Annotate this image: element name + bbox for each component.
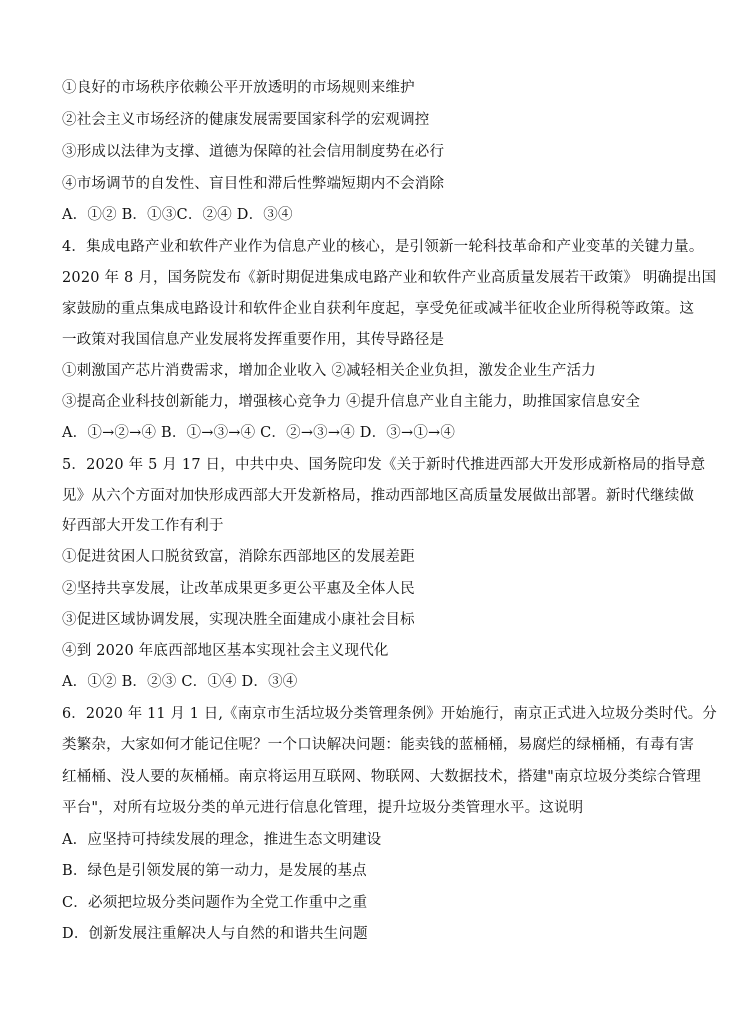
answer-option-c: C．必须把垃圾分类问题作为全党工作重中之重 <box>62 895 368 911</box>
question-4-text: 2020 年 8 月，国务院发布《新时期促进集成电路产业和软件产业高质量发展若干政策》 明确提出国 <box>62 270 717 286</box>
answer-option-b: B．绿色是引领发展的第一动力，是发展的基点 <box>62 863 367 879</box>
question-5-options: ③促进区域协调发展，实现决胜全面建成小康社会目标 <box>62 612 415 628</box>
question-5-text: 见》从六个方面对加快形成西部大开发新格局，推动西部地区高质量发展做出部署。新时代继续做 <box>62 488 695 504</box>
question-6-text: 红桶桶、没人要的灰桶桶。南京将运用互联网、物联网、大数据技术，搭建"南京垃圾分类综合管理 <box>62 769 701 785</box>
option-line-4: ④市场调节的自发性、盲目性和滞后性弊端短期内不会消除 <box>62 176 445 192</box>
question-6-text: 平台"，对所有垃圾分类的单元进行信息化管理，提升垃圾分类管理水平。这说明 <box>62 800 584 816</box>
answer-option-a: A．应坚持可持续发展的理念，推进生态文明建设 <box>62 832 382 848</box>
answer-choices-3: A．①② B．①③C．②④ D．③④ <box>62 207 293 223</box>
question-5-text: 5．2020 年 5 月 17 日，中共中央、国务院印发《关于新时代推进西部大开发形成新格局的指导意 <box>62 457 706 473</box>
question-5-options: ④到 2020 年底西部地区基本实现社会主义现代化 <box>62 643 389 659</box>
question-5-options: ①促进贫困人口脱贫致富，消除东西部地区的发展差距 <box>62 549 415 565</box>
answer-choices-4: A．①→②→④ B．①→③→④ C．②→③→④ D．③→①→④ <box>62 425 456 441</box>
answer-choices-5: A．①② B．②③ C．①④ D．③④ <box>62 674 298 690</box>
answer-option-d: D．创新发展注重解决人与自然的和谐共生问题 <box>62 926 368 942</box>
option-line-1: ①良好的市场秩序依赖公平开放透明的市场规则来维护 <box>62 80 415 96</box>
option-line-3: ③形成以法律为支撑、道德为保障的社会信用制度势在必行 <box>62 144 445 160</box>
question-4-text: 一政策对我国信息产业发展将发挥重要作用，其传导路径是 <box>62 332 445 348</box>
question-4-text: 家鼓励的重点集成电路设计和软件企业自获利年度起，享受免征或减半征收企业所得税等政策。这 <box>62 301 695 317</box>
question-5-text: 好西部大开发工作有利于 <box>62 518 224 534</box>
question-4-text: 4．集成电路产业和软件产业作为信息产业的核心，是引领新一轮科技革命和产业变革的关键力量。 <box>62 239 704 255</box>
question-6-text: 类繁杂，大家如何才能记住呢？一个口诀解决问题：能卖钱的蓝桶桶，易腐烂的绿桶桶，有毒有害 <box>62 737 695 753</box>
question-4-options: ③提高企业科技创新能力，增强核心竞争力 ④提升信息产业自主能力，助推国家信息安全 <box>62 394 641 410</box>
question-4-options: ①刺激国产芯片消费需求，增加企业收入 ②减轻相关企业负担，激发企业生产活力 <box>62 363 597 379</box>
question-5-options: ②坚持共享发展，让改革成果更多更公平惠及全体人民 <box>62 581 415 597</box>
option-line-2: ②社会主义市场经济的健康发展需要国家科学的宏观调控 <box>62 112 430 128</box>
question-6-text: 6．2020 年 11 月 1 日,《南京市生活垃圾分类管理条例》开始施行，南京正式进入垃圾分类时代。分 <box>62 706 717 722</box>
